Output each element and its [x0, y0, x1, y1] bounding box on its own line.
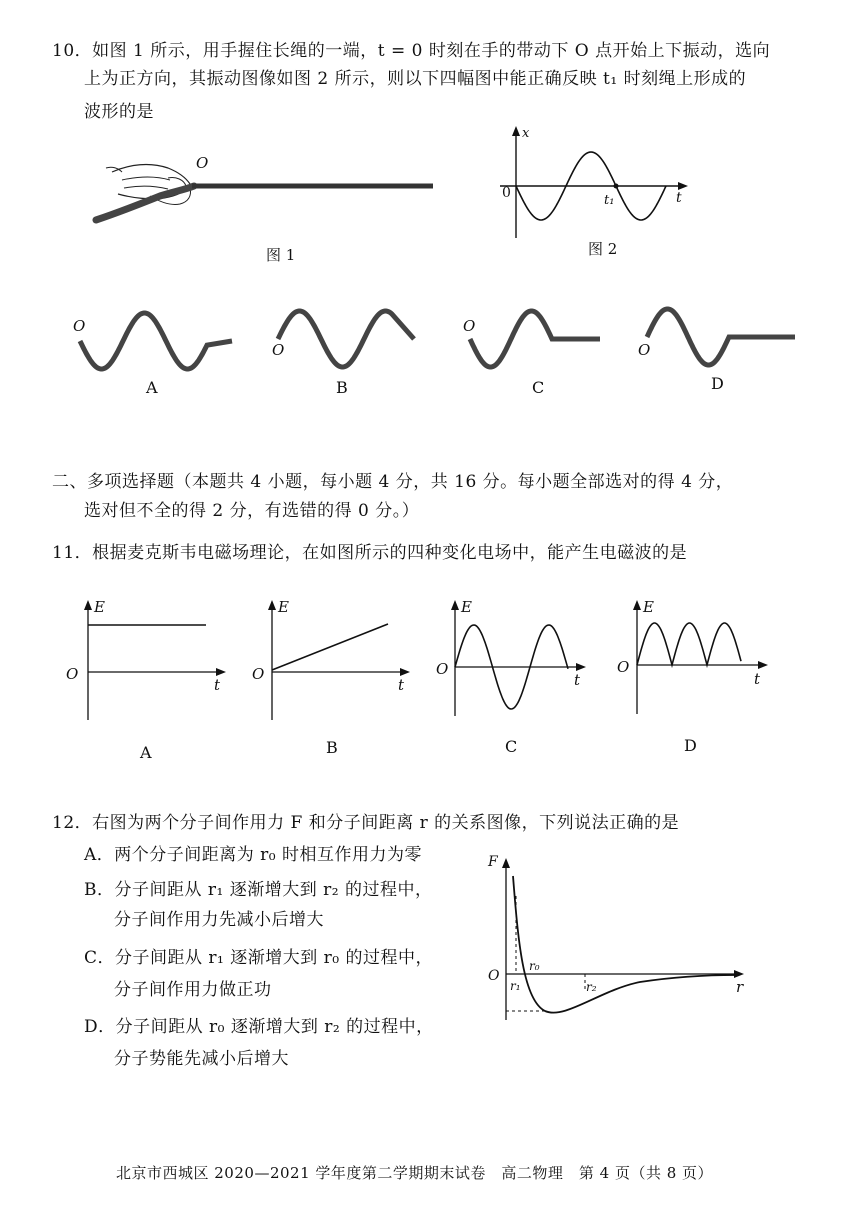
q12-option-b-line1: B．分子间距从 r₁ 逐渐增大到 r₂ 的过程中，	[84, 880, 433, 900]
svg-text:O: O	[252, 665, 265, 683]
section2-line2: 选对但不全的得 2 分，有选错的得 0 分。）	[84, 501, 420, 521]
svg-text:t: t	[214, 676, 221, 694]
option-b-o: O	[272, 341, 285, 359]
q12-option-b-line2: 分子间作用力先减小后增大	[114, 910, 324, 930]
svg-text:r₀: r₀	[529, 959, 540, 973]
svg-text:r₂: r₂	[586, 980, 597, 994]
svg-text:t: t	[398, 676, 405, 694]
q11-b-letter: B	[326, 738, 338, 757]
svg-text:O: O	[66, 665, 79, 683]
option-d-letter: D	[711, 374, 724, 393]
svg-text:O: O	[617, 658, 630, 676]
q12-option-a: A．两个分子间距离为 r₀ 时相互作用力为零	[84, 845, 423, 865]
svg-text:r₁: r₁	[510, 979, 521, 993]
fig2-t1: t₁	[604, 193, 615, 208]
section2-line1: 二、多项选择题（本题共 4 小题，每小题 4 分，共 16 分。每小题全部选对的得 4 分，	[52, 472, 734, 492]
q12-option-d-line1: D．分子间距从 r₀ 逐渐增大到 r₂ 的过程中，	[84, 1017, 434, 1037]
q11-d-letter: D	[684, 736, 697, 755]
option-c-o: O	[463, 317, 476, 335]
svg-text:E: E	[278, 598, 289, 616]
fig1-caption: 图 1	[266, 246, 296, 264]
q12-text: 12．右图为两个分子间作用力 F 和分子间距离 r 的关系图像，下列说法正确的是	[52, 813, 680, 833]
fig2-axis-x: x	[522, 126, 530, 141]
fig2-axis-t: t	[676, 190, 682, 206]
option-a-letter: A	[146, 378, 158, 397]
q10-line3: 波形的是	[84, 102, 154, 122]
svg-text:E: E	[461, 598, 472, 616]
fig2-origin: 0	[502, 185, 511, 201]
option-a-o: O	[73, 317, 86, 335]
svg-text:r: r	[736, 978, 744, 996]
svg-text:F: F	[488, 854, 498, 870]
fig2-caption: 图 2	[588, 240, 618, 258]
q10-line2: 上为正方向，其振动图像如图 2 所示，则以下四幅图中能正确反映 t₁ 时刻绳上形成的	[84, 69, 747, 89]
svg-text:O: O	[436, 660, 449, 678]
q11-c-letter: C	[505, 737, 518, 756]
svg-text:E: E	[94, 598, 105, 616]
option-d-o: O	[638, 341, 651, 359]
fig1-point-o: O	[196, 154, 209, 172]
q10-line1: 10．如图 1 所示，用手握住长绳的一端，t = 0 时刻在手的带动下 O 点开始上下振动，选向	[52, 41, 771, 61]
svg-text:E: E	[643, 598, 654, 616]
q12-option-c-line2: 分子间作用力做正功	[114, 980, 272, 1000]
option-b-letter: B	[336, 378, 348, 397]
q11-a-letter: A	[140, 743, 152, 762]
option-c-letter: C	[532, 378, 545, 397]
force-curve	[513, 876, 736, 1013]
q12-option-d-line2: 分子势能先减小后增大	[114, 1049, 289, 1069]
q12-option-c-line1: C．分子间距从 r₁ 逐渐增大到 r₀ 的过程中，	[84, 948, 434, 968]
svg-text:O: O	[488, 968, 500, 984]
svg-text:t: t	[574, 671, 581, 689]
svg-text:t: t	[754, 670, 761, 688]
q11-text: 11．根据麦克斯韦电磁场理论，在如图所示的四种变化电场中，能产生电磁波的是	[52, 543, 688, 563]
page-footer: 北京市西城区 2020—2021 学年度第二学期期末试卷 高二物理 第 4 页（共 8 页）	[116, 1164, 714, 1182]
